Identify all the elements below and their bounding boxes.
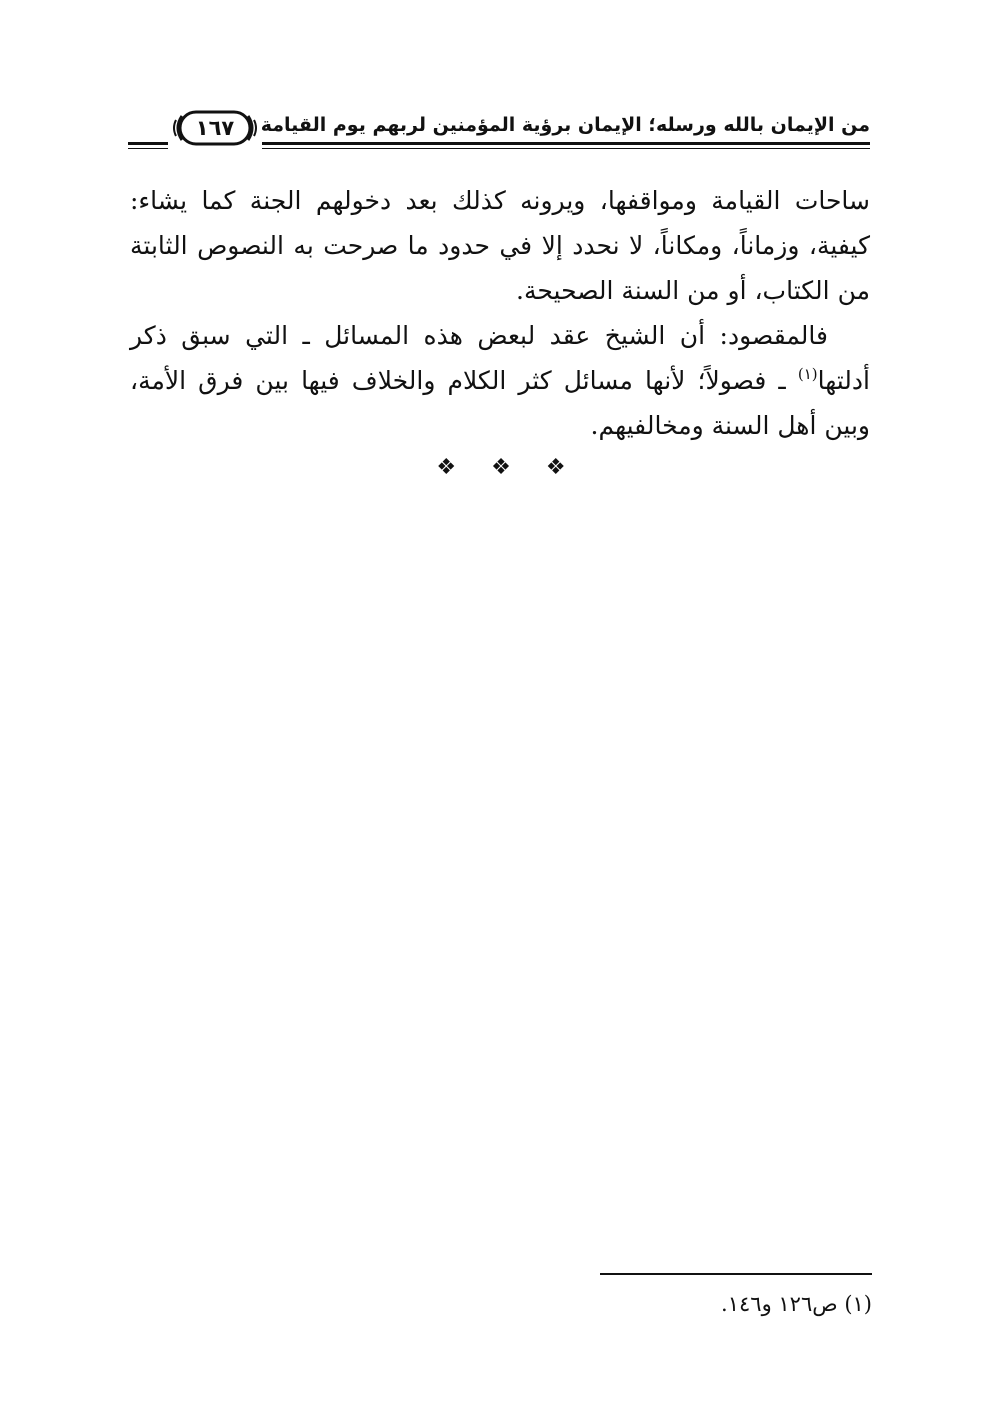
ornament-diamond-icon: ❖ [491,455,511,480]
body-text [130,178,870,448]
section-separator [0,455,1002,480]
paragraph-2-end: ـ فصولاً؛ لأنها مسائل كثر الكلام والخلاف فيها بين فرق الأمة، وبين أهل السنة ومخالفيهم. [130,366,870,440]
paragraph-2 [130,313,870,448]
ornament-diamond-icon: ❖ [545,455,566,480]
footnote-1: (١) ص١٢٦ و١٤٦. [721,1292,872,1316]
header-rule-thick [262,142,870,145]
ornament-diamond-icon: ❖ [436,455,457,480]
header-rule-thick-left [128,142,168,145]
page-number-badge [172,108,258,148]
footnote-reference[interactable]: (١) [797,365,818,383]
paragraph-1: ساحات القيامة ومواقفها، ويرونه كذلك بعد دخولهم الجنة كما يشاء: كيفية، وزماناً، ومكاناً، لا نحدد إلا في حدود ما صرحت به النصوص الثابتة من الكتاب، أو من السنة الصحيحة. [130,186,870,305]
page-number: ١٦٧ [195,116,235,140]
running-header [128,104,870,156]
header-rule-thin-left [128,148,168,149]
footnote-divider [600,1273,872,1275]
header-rule-thin [262,148,870,149]
running-header-title: من الإيمان بالله ورسله؛ الإيمان برؤية المؤمنين لربهم يوم القيامة [260,114,870,136]
paragraph-2-start: فالمقصود: أن الشيخ عقد لبعض هذه المسائل ـ التي سبق ذكر أدلتها [130,321,870,395]
